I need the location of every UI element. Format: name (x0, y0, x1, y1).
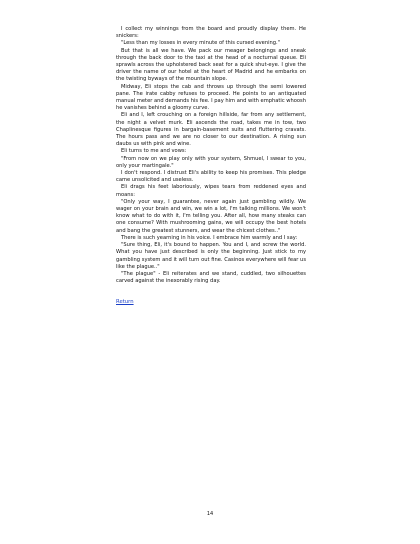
paragraph: "Less than my losses in every minute of this cursed evening." (121, 40, 281, 47)
paragraph: I don't respond. I distrust Eli's ability to keep his promises. This pledge came unsolicited and useless. (116, 170, 306, 184)
paragraph: But that is all we have. We pack our meager belongings and sneak through the back door to the taxi at the head of a nocturnal queue. Eli sprawls across the upholstered back seat for a quick shut-eye. I give the driver the name of our hotel at the heart of Madrid and he embarks on the twisting byways of the mountain slope. (116, 47, 306, 83)
paragraph: Eli turns to me and vows: (121, 148, 187, 155)
paragraph: "Only your way, I guarantee, never again just gambling wildly. We wager on your brain and win, we win a lot, I'm talking millions. We won't know what to do with it, I'm telling you. After all, how many steaks can one consume? With mushrooming gains, we will occupy the best hotels and bang the greatest stunners, and wear the chicest clothes.." (116, 198, 306, 234)
page-number: 14 (206, 511, 214, 517)
document-body (116, 26, 306, 307)
paragraph: "From now on we play only with your system, Shmuel, I swear to you, only your martingale." (116, 155, 306, 169)
paragraph: There is such yearning in his voice. I embrace him warmly and I say: (121, 234, 298, 241)
paragraph: Eli and I, left crouching on a foreign hillside, far from any settlement, the night a velvet murk. Eli ascends the road, takes me in tow, two Chaplinesque figures in bargain-basement suits and fluttering cravats. The hours pass and we are no closer to our destination. A rising sun daubs us with pink and wine. (116, 112, 306, 148)
paragraph: Eli drags his feet laboriously, wipes tears from reddened eyes and moans: (116, 184, 306, 198)
paragraph: "The plague" - Eli reiterates and we stand, cuddled, two silhouettes carved against the inexorably rising day. (116, 270, 306, 285)
paragraph: "Sure thing, Eli, it's bound to happen. You and I, and screw the world. What you have just described is only the beginning. Just stick to my gambling system and it will turn out fine. Casinos everywhere will fear us like the plague.." (116, 242, 306, 270)
return-link[interactable]: Return (116, 299, 134, 306)
paragraph: Midway, Eli stops the cab and throws up through the semi lowered pane. The irate cabby refuses to proceed. He points to an antiquated manual meter and demands his fee. I pay him and with emphatic whoosh he vanishes behind a gloomy curve. (116, 83, 306, 112)
paragraph: I collect my winnings from the board and proudly display them. He snickers: (116, 26, 306, 40)
